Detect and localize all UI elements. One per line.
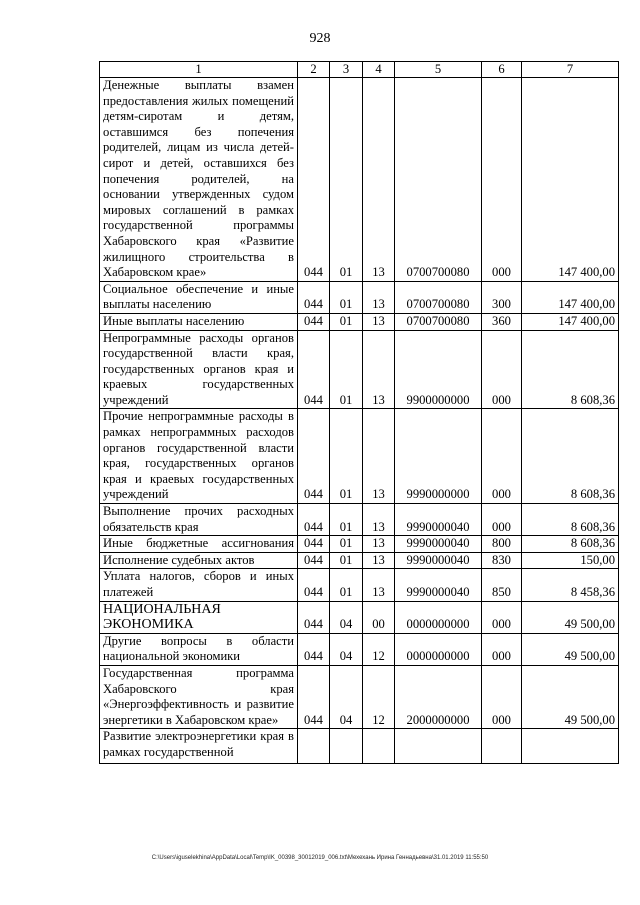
row-subsection: 13 <box>363 330 395 409</box>
row-target-article: 0700700080 <box>395 313 482 330</box>
header-row <box>100 62 619 78</box>
row-amount: 49 500,00 <box>522 665 619 728</box>
table-row <box>100 78 619 282</box>
row-subsection: 00 <box>363 601 395 633</box>
row-expense-type: 360 <box>482 313 522 330</box>
row-ministry-code: 044 <box>298 569 330 601</box>
row-expense-type: 000 <box>482 330 522 409</box>
row-expense-type: 800 <box>482 536 522 553</box>
row-target-article: 9900000000 <box>395 330 482 409</box>
row-amount: 49 500,00 <box>522 633 619 665</box>
row-name: Выполнение прочих расходных обязательств края <box>100 504 298 536</box>
row-ministry-code: 044 <box>298 78 330 282</box>
row-section: 01 <box>330 281 363 313</box>
row-name: Исполнение судебных актов <box>100 552 298 569</box>
row-amount: 8 608,36 <box>522 409 619 504</box>
row-expense-type: 850 <box>482 569 522 601</box>
row-amount: 49 500,00 <box>522 601 619 633</box>
row-section: 04 <box>330 633 363 665</box>
row-section: 01 <box>330 536 363 553</box>
header-col-3: 3 <box>330 62 363 78</box>
row-amount: 8 608,36 <box>522 504 619 536</box>
row-subsection: 12 <box>363 665 395 728</box>
row-amount: 8 608,36 <box>522 330 619 409</box>
row-subsection: 13 <box>363 409 395 504</box>
row-target-article: 2000000000 <box>395 665 482 728</box>
row-target-article: 9990000040 <box>395 569 482 601</box>
row-target-article: 0700700080 <box>395 281 482 313</box>
row-name: Денежные выплаты взамен предоставления жилых помещений детям-сиротам и детям, оставшимся без попечения родителей, лицам из числа детей-сирот и детей, оставшихся без попечения родителей, на основании утвержденных судом мировых соглашений в рамках государственной программы Хабаровского края «Развитие жилищного строительства в Хабаровском крае» <box>100 78 298 282</box>
row-name: Другие вопросы в области национальной экономики <box>100 633 298 665</box>
row-name: Уплата налогов, сборов и иных платежей <box>100 569 298 601</box>
row-ministry-code: 044 <box>298 665 330 728</box>
row-subsection: 12 <box>363 633 395 665</box>
row-ministry-code: 044 <box>298 504 330 536</box>
row-amount <box>522 729 619 764</box>
header-col-2: 2 <box>298 62 330 78</box>
row-target-article <box>395 729 482 764</box>
row-ministry-code <box>298 729 330 764</box>
row-name: Иные выплаты населению <box>100 313 298 330</box>
row-name: Социальное обеспечение и иные выплаты населению <box>100 281 298 313</box>
row-amount: 8 608,36 <box>522 536 619 553</box>
row-ministry-code: 044 <box>298 330 330 409</box>
row-target-article: 9990000000 <box>395 409 482 504</box>
budget-table <box>99 61 619 764</box>
table-row <box>100 633 619 665</box>
table-row <box>100 569 619 601</box>
header-col-7: 7 <box>522 62 619 78</box>
header-col-1: 1 <box>100 62 298 78</box>
row-expense-type: 000 <box>482 601 522 633</box>
row-expense-type: 000 <box>482 665 522 728</box>
row-section: 01 <box>330 552 363 569</box>
row-expense-type: 000 <box>482 409 522 504</box>
row-ministry-code: 044 <box>298 633 330 665</box>
table-row <box>100 313 619 330</box>
row-subsection <box>363 729 395 764</box>
row-expense-type: 830 <box>482 552 522 569</box>
row-section: 04 <box>330 665 363 728</box>
row-subsection: 13 <box>363 536 395 553</box>
row-section: 01 <box>330 78 363 282</box>
row-ministry-code: 044 <box>298 552 330 569</box>
row-expense-type <box>482 729 522 764</box>
row-amount: 150,00 <box>522 552 619 569</box>
row-target-article: 0000000000 <box>395 633 482 665</box>
row-expense-type: 000 <box>482 633 522 665</box>
row-expense-type: 000 <box>482 78 522 282</box>
row-target-article: 9990000040 <box>395 552 482 569</box>
row-name: Непрограммные расходы органов государственной власти края, государственных органов края и краевых государственных учреждений <box>100 330 298 409</box>
row-expense-type: 000 <box>482 504 522 536</box>
file-path-footer: C:\Users\iguselekhina\AppData\Local\Temp\IK_00398_30012019_006.txt\Мехехань Ирина Геннадьевна\31.01.2019 11:55:50 <box>151 855 489 861</box>
row-name: Государственная программа Хабаровского края «Энергоэффективность и развитие энергетики в Хабаровском крае» <box>100 665 298 728</box>
row-section: 01 <box>330 330 363 409</box>
row-section: 01 <box>330 569 363 601</box>
row-ministry-code: 044 <box>298 601 330 633</box>
table-row <box>100 330 619 409</box>
row-target-article: 0000000000 <box>395 601 482 633</box>
row-target-article: 9990000040 <box>395 536 482 553</box>
row-subsection: 13 <box>363 78 395 282</box>
row-expense-type: 300 <box>482 281 522 313</box>
row-target-article: 0700700080 <box>395 78 482 282</box>
table-row <box>100 665 619 728</box>
row-subsection: 13 <box>363 313 395 330</box>
row-subsection: 13 <box>363 504 395 536</box>
row-ministry-code: 044 <box>298 313 330 330</box>
row-section: 01 <box>330 504 363 536</box>
row-section: 04 <box>330 601 363 633</box>
table-row <box>100 281 619 313</box>
row-name: Прочие непрограммные расходы в рамках непрограммных расходов органов государственной власти края, государственных органов края и краевых государственных учреждений <box>100 409 298 504</box>
table-row <box>100 729 619 764</box>
row-subsection: 13 <box>363 281 395 313</box>
table-row <box>100 504 619 536</box>
header-col-6: 6 <box>482 62 522 78</box>
row-subsection: 13 <box>363 552 395 569</box>
row-amount: 147 400,00 <box>522 281 619 313</box>
row-amount: 147 400,00 <box>522 313 619 330</box>
table-row <box>100 536 619 553</box>
table-row <box>100 409 619 504</box>
table-row <box>100 552 619 569</box>
table-row <box>100 601 619 633</box>
row-ministry-code: 044 <box>298 409 330 504</box>
header-col-4: 4 <box>363 62 395 78</box>
row-section <box>330 729 363 764</box>
row-name: Иные бюджетные ассигнования <box>100 536 298 553</box>
row-amount: 147 400,00 <box>522 78 619 282</box>
row-target-article: 9990000040 <box>395 504 482 536</box>
row-subsection: 13 <box>363 569 395 601</box>
row-section: 01 <box>330 409 363 504</box>
row-name: Развитие электроэнергетики края в рамках государственной <box>100 729 298 764</box>
page-number: 928 <box>309 31 331 46</box>
row-amount: 8 458,36 <box>522 569 619 601</box>
row-ministry-code: 044 <box>298 281 330 313</box>
row-ministry-code: 044 <box>298 536 330 553</box>
row-section: 01 <box>330 313 363 330</box>
header-col-5: 5 <box>395 62 482 78</box>
row-name: НАЦИОНАЛЬНАЯ ЭКОНОМИКА <box>100 601 298 633</box>
